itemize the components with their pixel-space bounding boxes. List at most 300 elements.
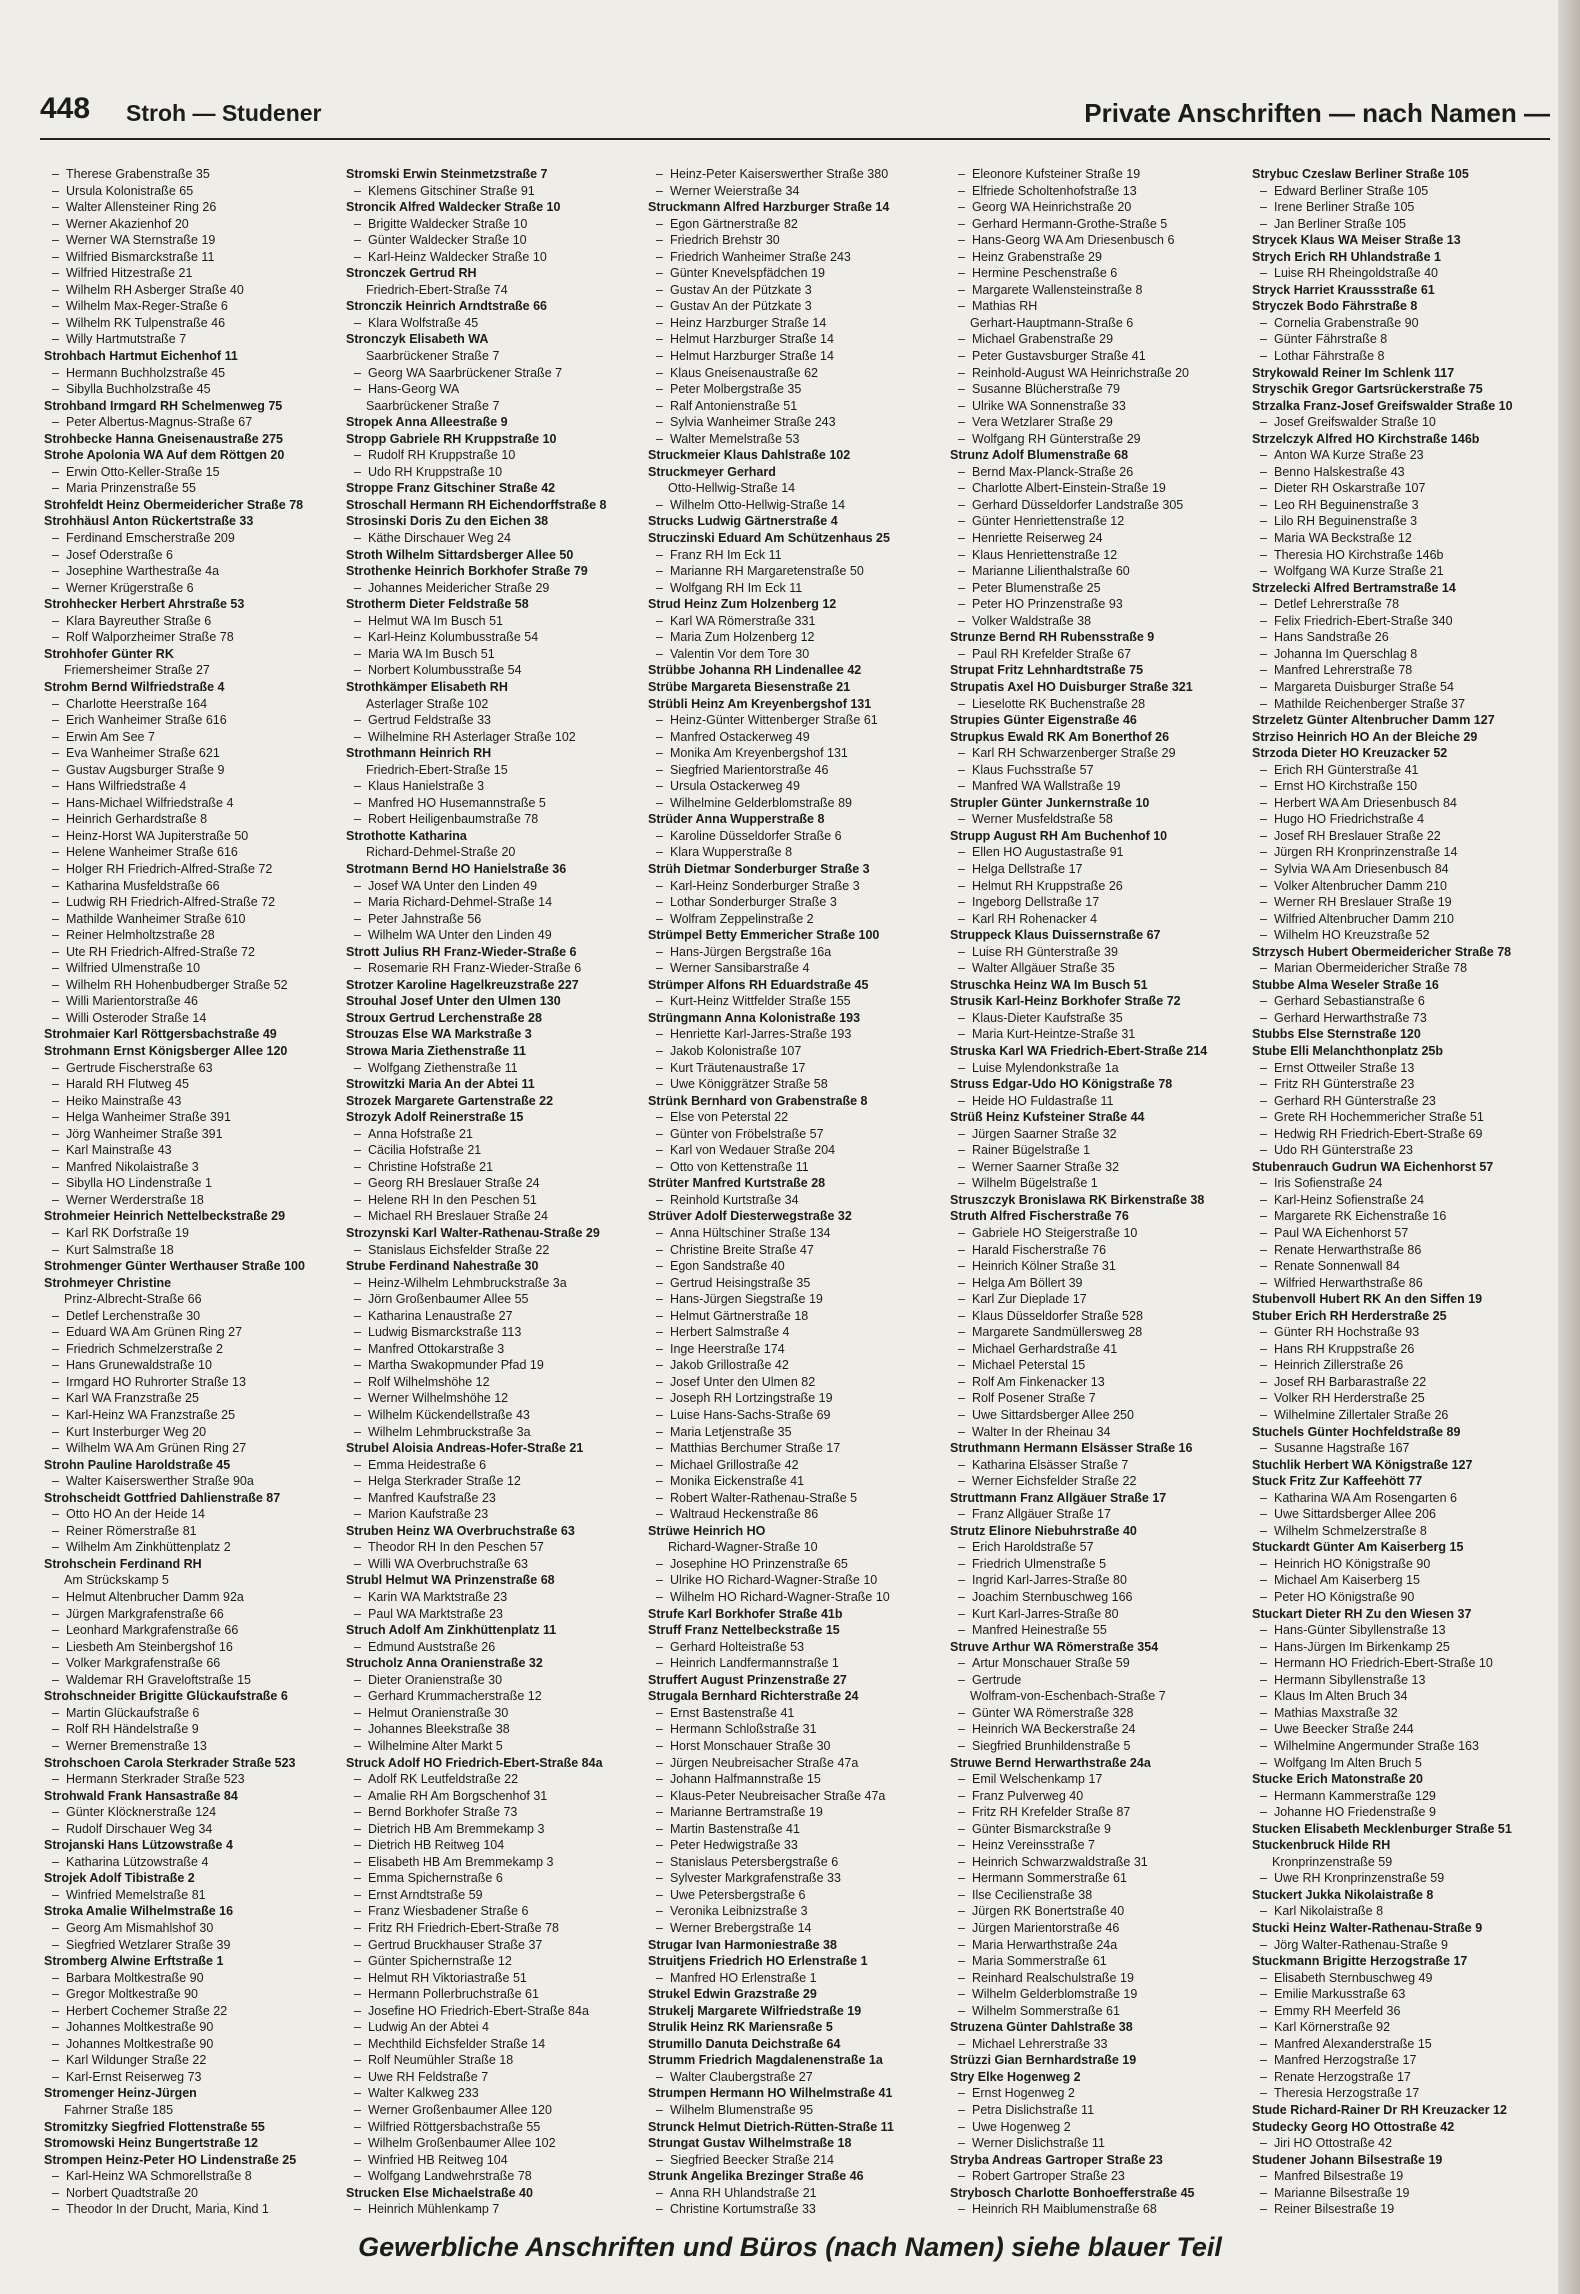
- surname: Strubl: [346, 1573, 383, 1588]
- dash-marker: –: [1260, 1275, 1267, 1290]
- dash-marker: –: [1260, 646, 1267, 661]
- listing-entry: – Günter Waldecker Straße 10: [354, 233, 527, 248]
- dash-marker: –: [354, 1176, 361, 1191]
- listing-entry: – Karl-Heinz Waldecker Straße 10: [354, 249, 547, 264]
- surname: Stucki: [1252, 1920, 1290, 1935]
- surname-entry: Strübbe Johanna RH Lindenallee 42: [648, 663, 862, 678]
- dash-marker: –: [958, 1590, 965, 1605]
- listing-entry: – Erwin Otto-Keller-Straße 15: [52, 464, 220, 479]
- surname-entry: Strube Ferdinand Nahestraße 30: [346, 1259, 539, 1274]
- dash-marker: –: [354, 1954, 361, 1969]
- listing-entry: – Dietrich HB Reitweg 104: [354, 1838, 505, 1853]
- dash-marker: –: [958, 1341, 965, 1356]
- surname-entry: Stromitzky Siegfried Flottenstraße 55: [44, 2119, 265, 2134]
- dash-marker: –: [1260, 2169, 1267, 2184]
- listing-entry: – Norbert Kolumbusstraße 54: [354, 663, 522, 678]
- listing-entry: – Wilhelmine Angermunder Straße 163: [1260, 1738, 1479, 1753]
- dash-marker: –: [1260, 1358, 1267, 1373]
- dash-marker: –: [1260, 779, 1267, 794]
- surname: Strykowald: [1252, 365, 1319, 380]
- dash-marker: –: [958, 1656, 965, 1671]
- surname-entry: Strucks Ludwig Gärtnerstraße 4: [648, 514, 838, 529]
- surname-entry: Strubel Aloisia Andreas-Hofer-Straße 21: [346, 1441, 584, 1456]
- listing-entry: – Wilfried Herwarthstraße 86: [1260, 1275, 1423, 1290]
- surname-entry: Stryba Andreas Gartroper Straße 23: [950, 2152, 1163, 2167]
- dash-marker: –: [52, 961, 59, 976]
- listing-entry: – Ingeborg Dellstraße 17: [958, 895, 1100, 910]
- surname: Strugar: [648, 1937, 693, 1952]
- listing-entry: – Manfred Bilsestraße 19: [1260, 2169, 1404, 2184]
- listing-entry: – Friedrich Brehstr 30: [656, 233, 780, 248]
- surname-entry: Struschka Heinz WA Im Busch 51: [950, 977, 1148, 992]
- surname: Strzysch: [1252, 944, 1305, 959]
- dash-marker: –: [52, 2020, 59, 2035]
- dash-marker: –: [656, 1838, 663, 1853]
- surname-entry: Strych Erich RH Uhlandstraße 1: [1252, 249, 1441, 264]
- dash-marker: –: [958, 1424, 965, 1439]
- listing-entry: – Hermann Pollerbruchstraße 61: [354, 1987, 539, 2002]
- surname-entry: Strompen Heinz-Peter HO Lindenstraße 25: [44, 2152, 297, 2167]
- dash-marker: –: [958, 895, 965, 910]
- dash-marker: –: [656, 1738, 663, 1753]
- surname-entry: Strohschein Ferdinand RH: [44, 1556, 202, 1571]
- surname: Strüver: [648, 1209, 692, 1224]
- listing-entry: – Willi Osteroder Straße 14: [52, 1010, 207, 1025]
- dash-marker: –: [1260, 1871, 1267, 1886]
- surname: Struska: [950, 1043, 996, 1058]
- surname-entry: Strohbach Hartmut Eichenhof 11: [44, 349, 238, 364]
- listing-entry: – Lilo RH Beguinenstraße 3: [1260, 514, 1418, 529]
- surname: Studener: [1252, 2152, 1307, 2167]
- surname: Studecky: [1252, 2119, 1308, 2134]
- listing-entry: – Johannes Meidericher Straße 29: [354, 580, 550, 595]
- dash-marker: –: [958, 1060, 965, 1075]
- listing-entry: – Hermann Sterkrader Straße 523: [52, 1772, 245, 1787]
- surname: Strohschein: [44, 1556, 117, 1571]
- surname-entry: Stroncik Alfred Waldecker Straße 10: [346, 200, 561, 215]
- dash-marker: –: [958, 1970, 965, 1985]
- surname-entry: Struch Adolf Am Zinkhüttenplatz 11: [346, 1623, 557, 1638]
- listing-entry: – Karl-Heinz Sofienstraße 24: [1260, 1192, 1425, 1207]
- listing-entry: – Heinrich Kölner Straße 31: [958, 1259, 1116, 1274]
- listing-entry: – Udo RH Günterstraße 23: [1260, 1143, 1413, 1158]
- address-continuation: Fahrner Straße 185: [64, 2102, 174, 2117]
- surname: Stube: [1252, 1043, 1287, 1058]
- listing-entry: – Holger RH Friedrich-Alfred-Straße 72: [52, 861, 273, 876]
- dash-marker: –: [656, 332, 663, 347]
- surname: Struzena: [950, 2020, 1003, 2035]
- listing-entry: – Reinhard Realschulstraße 19: [958, 1970, 1134, 1985]
- dash-marker: –: [958, 1854, 965, 1869]
- surname-entry: Strohmeyer Christine: [44, 1275, 172, 1290]
- dash-marker: –: [354, 531, 361, 546]
- surname-entry: Stronczyk Elisabeth WA: [346, 332, 489, 347]
- dash-marker: –: [656, 1077, 663, 1092]
- dash-marker: –: [958, 1325, 965, 1340]
- address-continuation: Otto-Hellwig-Straße 14: [668, 481, 796, 496]
- listing-entry: – Maria Sommerstraße 61: [958, 1954, 1107, 1969]
- listing-entry: – Michael Peterstal 15: [958, 1358, 1086, 1373]
- surname-entry: Strotmann Bernd HO Hanielstraße 36: [346, 861, 567, 876]
- listing-entry: – Maria Zum Holzenberg 12: [656, 630, 815, 645]
- listing-entry: – Sibylla Buchholzstraße 45: [52, 382, 211, 397]
- dash-marker: –: [1260, 183, 1267, 198]
- listing-entry: – Margarete Wallensteinstraße 8: [958, 282, 1143, 297]
- address-continuation: Saarbrückener Straße 7: [366, 349, 500, 364]
- listing-entry: – Klaus-Peter Neubreisacher Straße 47a: [656, 1788, 886, 1803]
- surname-entry: Strupler Günter Junkernstraße 10: [950, 795, 1150, 810]
- surname-entry: Studener Johann Bilsestraße 19: [1252, 2152, 1443, 2167]
- dash-marker: –: [52, 928, 59, 943]
- dash-marker: –: [656, 431, 663, 446]
- listing-entry: – Josef Oderstraße 6: [52, 547, 173, 562]
- surname: Strunz: [950, 448, 989, 463]
- surname: Struve: [950, 1639, 989, 1654]
- surname: Strowitzki: [346, 1077, 406, 1092]
- listing-entry: – Michael Grabenstraße 29: [958, 332, 1114, 347]
- listing-entry: – Inge Heerstraße 174: [656, 1341, 785, 1356]
- surname-entry: Strohfeldt Heinz Obermeidericher Straße 78: [44, 497, 304, 512]
- listing-entry: – Walter Memelstraße 53: [656, 431, 800, 446]
- surname: Strosinski: [346, 514, 407, 529]
- dash-marker: –: [52, 1722, 59, 1737]
- surname-entry: Stromski Erwin Steinmetzstraße 7: [346, 167, 548, 181]
- surname-entry: Struttmann Franz Allgäuer Straße 17: [950, 1490, 1167, 1505]
- surname: Struczinski: [648, 531, 715, 546]
- dash-marker: –: [52, 845, 59, 860]
- listing-entry: – Manfred Ottokarstraße 3: [354, 1341, 505, 1356]
- dash-marker: –: [958, 597, 965, 612]
- dash-marker: –: [354, 315, 361, 330]
- listing-entry: – Heinrich Mühlenkamp 7: [354, 2202, 500, 2217]
- dash-marker: –: [52, 2185, 59, 2200]
- surname: Struss: [950, 1077, 989, 1092]
- listing-entry: – Rolf Am Finkenacker 13: [958, 1374, 1105, 1389]
- surname-entry: Stubenrauch Gudrun WA Eichenhorst 57: [1252, 1159, 1494, 1174]
- listing-entry: – Katharina Lenaustraße 27: [354, 1308, 513, 1323]
- dash-marker: –: [958, 1954, 965, 1969]
- dash-marker: –: [354, 2136, 361, 2151]
- surname: Stroth: [346, 547, 383, 562]
- dash-marker: –: [52, 1474, 59, 1489]
- listing-entry: – Iris Sofienstraße 24: [1260, 1176, 1383, 1191]
- dash-marker: –: [656, 1259, 663, 1274]
- listing-entry: – Barbara Moltkestraße 90: [52, 1970, 204, 1985]
- surname-entry: Strufe Karl Borkhofer Straße 41b: [648, 1606, 843, 1621]
- listing-entry: – Helene Wanheimer Straße 616: [52, 845, 238, 860]
- listing-entry: – Walter Claubergstraße 27: [656, 2069, 813, 2084]
- listing-entry: – Karl Körnerstraße 92: [1260, 2020, 1391, 2035]
- dash-marker: –: [354, 1772, 361, 1787]
- dash-marker: –: [1260, 1325, 1267, 1340]
- dash-marker: –: [354, 2003, 361, 2018]
- dash-marker: –: [1260, 1093, 1267, 1108]
- surname: Strumpen: [648, 2086, 707, 2101]
- listing-entry: – Monika Eickenstraße 41: [656, 1474, 805, 1489]
- listing-entry: – Rudolf Dirschauer Weg 34: [52, 1821, 213, 1836]
- surname: Strohn: [44, 1457, 85, 1472]
- listing-entry: – Jörg Wanheimer Straße 391: [52, 1126, 223, 1141]
- listing-entry: – Waldemar RH Graveloftstraße 15: [52, 1672, 252, 1687]
- page-number: 448: [40, 92, 91, 125]
- surname-entry: Strübe Margareta Biesenstraße 21: [648, 679, 851, 694]
- dash-marker: –: [52, 1507, 59, 1522]
- dash-marker: –: [656, 365, 663, 380]
- listing-entry: – Theresia Herzogstraße 17: [1260, 2086, 1420, 2101]
- dash-marker: –: [958, 2086, 965, 2101]
- surname: Strotherm: [346, 597, 406, 612]
- surname-entry: Strojek Adolf Tibistraße 2: [44, 1871, 195, 1886]
- dash-marker: –: [1260, 828, 1267, 843]
- listing-entry: – Manfred Nikolaistraße 3: [52, 1159, 199, 1174]
- surname-entry: Strugala Bernhard Richterstraße 24: [648, 1689, 859, 1704]
- listing-entry: – Uwe Hogenweg 2: [958, 2119, 1071, 2134]
- dash-marker: –: [656, 1043, 663, 1058]
- surname: Strupler: [950, 795, 998, 810]
- dash-marker: –: [958, 1772, 965, 1787]
- dash-marker: –: [354, 1788, 361, 1803]
- dash-marker: –: [354, 1374, 361, 1389]
- listing-entry: – Karl RH Schwarzenberger Straße 29: [958, 746, 1176, 761]
- dash-marker: –: [656, 1656, 663, 1671]
- listing-entry: – Klaus Gneisenaustraße 62: [656, 365, 819, 380]
- listing-entry: – Fritz RH Günterstraße 23: [1260, 1077, 1415, 1092]
- dash-marker: –: [656, 1126, 663, 1141]
- dash-marker: –: [354, 812, 361, 827]
- listing-entry: – Ulrike WA Sonnenstraße 33: [958, 398, 1126, 413]
- dash-marker: –: [52, 2003, 59, 2018]
- dash-marker: –: [354, 2202, 361, 2217]
- dash-marker: –: [52, 1308, 59, 1323]
- surname-entry: Struska Karl WA Friedrich-Ebert-Straße 214: [950, 1043, 1208, 1058]
- dash-marker: –: [1260, 928, 1267, 943]
- surname: Stuckmann: [1252, 1954, 1320, 1969]
- listing-entry: – Georg WA Saarbrückener Straße 7: [354, 365, 563, 380]
- surname-entry: Strunck Helmut Dietrich-Rütten-Straße 11: [648, 2119, 894, 2134]
- dash-marker: –: [958, 613, 965, 628]
- listing-entry: – Robert Gartroper Straße 23: [958, 2169, 1125, 2184]
- dash-marker: –: [354, 1540, 361, 1555]
- surname-entry: Strüngmann Anna Kolonistraße 193: [648, 1010, 861, 1025]
- listing-entry: – Günter Spichernstraße 12: [354, 1954, 512, 1969]
- listing-entry: – Paul RH Krefelder Straße 67: [958, 646, 1132, 661]
- dash-marker: –: [656, 1821, 663, 1836]
- listing-entry: – Jörg Walter-Rathenau-Straße 9: [1260, 1937, 1448, 1952]
- dash-marker: –: [656, 1871, 663, 1886]
- dash-marker: –: [656, 497, 663, 512]
- listing-entry: – Ferdinand Emscherstraße 209: [52, 531, 235, 546]
- surname: Strüzzi: [950, 2053, 991, 2068]
- dash-marker: –: [1260, 1077, 1267, 1092]
- listing-entry: – Edmund Auststraße 26: [354, 1639, 496, 1654]
- surname-entry: Strümper Alfons RH Eduardstraße 45: [648, 977, 869, 992]
- listing-entry: – Josef RH Breslauer Straße 22: [1260, 828, 1441, 843]
- listing-entry: – Marianne Bertramstraße 19: [656, 1805, 823, 1820]
- surname: Strupat: [950, 663, 994, 678]
- surname-entry: Strzelczyk Alfred HO Kirchstraße 146b: [1252, 431, 1480, 446]
- dash-marker: –: [656, 415, 663, 430]
- surname: Strutz: [950, 1523, 986, 1538]
- listing-entry: – Vera Wetzlarer Straße 29: [958, 415, 1113, 430]
- listing-entry: – Gerhard Hermann-Grothe-Straße 5: [958, 216, 1168, 231]
- surname-entry: Strzysch Hubert Obermeidericher Straße 78: [1252, 944, 1512, 959]
- listing-entry: – Wolfgang RH Günterstraße 29: [958, 431, 1141, 446]
- listing-entry: – Hans-Jürgen Bergstraße 16a: [656, 944, 832, 959]
- dash-marker: –: [1260, 1110, 1267, 1125]
- listing-entry: – Grete RH Hochemmericher Straße 51: [1260, 1110, 1484, 1125]
- surname: Strümper: [648, 977, 704, 992]
- dash-marker: –: [354, 365, 361, 380]
- listing-entry: – Gertrud Heisingstraße 35: [656, 1275, 811, 1290]
- surname: Strotzer: [346, 977, 394, 992]
- listing-entry: – Uwe Sittardsberger Allee 250: [958, 1408, 1134, 1423]
- listing-entry: – Helga Am Böllert 39: [958, 1275, 1083, 1290]
- surname: Strüwe: [648, 1523, 690, 1538]
- surname-entry: Stromowski Heinz Bungertstraße 12: [44, 2136, 258, 2151]
- surname-entry: Strohhofer Günter RK: [44, 646, 174, 661]
- dash-marker: –: [1260, 1722, 1267, 1737]
- surname: Strzelczyk: [1252, 431, 1314, 446]
- surname: Struschka: [950, 977, 1011, 992]
- dash-marker: –: [354, 1871, 361, 1886]
- listing-entry: – Lieselotte RK Buchenstraße 28: [958, 696, 1146, 711]
- address-continuation: Richard-Dehmel-Straße 20: [366, 845, 516, 860]
- surname: Stubbs: [1252, 1027, 1295, 1042]
- dash-marker: –: [958, 398, 965, 413]
- dash-marker: –: [354, 1292, 361, 1307]
- listing-entry: – Hugo HO Friedrichstraße 4: [1260, 812, 1425, 827]
- listing-entry: – Karl-Ernst Reiserweg 73: [52, 2069, 202, 2084]
- listing-entry: – Uwe Königgrätzer Straße 58: [656, 1077, 828, 1092]
- dash-marker: –: [656, 630, 663, 645]
- dash-marker: –: [52, 249, 59, 264]
- dash-marker: –: [1260, 1738, 1267, 1753]
- listing-entry: – Ludwig RH Friedrich-Alfred-Straße 72: [52, 895, 276, 910]
- dash-marker: –: [656, 1788, 663, 1803]
- dash-marker: –: [958, 1010, 965, 1025]
- surname-entry: Strumillo Danuta Deichstraße 64: [648, 2036, 841, 2051]
- surname: Struppeck: [950, 928, 1012, 943]
- dash-marker: –: [656, 1159, 663, 1174]
- listing-entry: – Egon Gärtnerstraße 82: [656, 216, 798, 231]
- listing-entry: – Helmut Gärtnerstraße 18: [656, 1308, 809, 1323]
- surname-entry: Strouhal Josef Unter den Ulmen 130: [346, 994, 561, 1009]
- dash-marker: –: [52, 2169, 59, 2184]
- surname: Strohhäusl: [44, 514, 110, 529]
- dash-marker: –: [52, 713, 59, 728]
- surname-entry: Strohwald Frank Hansastraße 84: [44, 1788, 238, 1803]
- surname: Stucke: [1252, 1772, 1293, 1787]
- dash-marker: –: [1260, 1209, 1267, 1224]
- dash-marker: –: [656, 1308, 663, 1323]
- dash-marker: –: [656, 1242, 663, 1257]
- listing-entry: – Katharina Musfeldstraße 66: [52, 878, 220, 893]
- listing-entry: – Wilhelm HO Richard-Wagner-Straße 10: [656, 1590, 890, 1605]
- address-continuation: Friedrich-Ebert-Straße 15: [366, 762, 508, 777]
- dash-marker: –: [656, 266, 663, 281]
- dash-marker: –: [52, 861, 59, 876]
- listing-entry: – Dietrich HB Am Bremmekamp 3: [354, 1821, 545, 1836]
- dash-marker: –: [656, 1639, 663, 1654]
- listing-entry: – Wolfgang Landwehrstraße 78: [354, 2169, 532, 2184]
- dash-marker: –: [354, 464, 361, 479]
- column-3: [648, 166, 950, 2217]
- listing-entry: – Ernst Arndtstraße 59: [354, 1887, 483, 1902]
- dash-marker: –: [354, 1904, 361, 1919]
- address-continuation: Am Strückskamp 5: [64, 1573, 169, 1588]
- listing-entry: – Ute RH Friedrich-Alfred-Straße 72: [52, 944, 255, 959]
- listing-entry: – Ursula Ostackerweg 49: [656, 779, 800, 794]
- dash-marker: –: [354, 646, 361, 661]
- surname-entry: Strohn Pauline Haroldstraße 45: [44, 1457, 231, 1472]
- listing-entry: – Maria Richard-Dehmel-Straße 14: [354, 895, 553, 910]
- surname: Strugala: [648, 1689, 699, 1704]
- listing-entry: – Martin Glückaufstraße 6: [52, 1705, 200, 1720]
- listing-entry: – Margarete RK Eichenstraße 16: [1260, 1209, 1447, 1224]
- listing-entry: – Helga Sterkrader Straße 12: [354, 1474, 521, 1489]
- listing-entry: – Uwe RH Kronprinzenstraße 59: [1260, 1871, 1445, 1886]
- surname-entry: Stronczik Heinrich Arndtstraße 66: [346, 299, 547, 314]
- listing-entry: – Karl WA Franzstraße 25: [52, 1391, 199, 1406]
- dash-marker: –: [656, 961, 663, 976]
- listing-entry: – Werner WA Sternstraße 19: [52, 233, 216, 248]
- dash-marker: –: [958, 2136, 965, 2151]
- dash-marker: –: [354, 1838, 361, 1853]
- address-continuation: Saarbrückener Straße 7: [366, 398, 500, 413]
- dash-marker: –: [354, 1490, 361, 1505]
- listing-entry: – Artur Monschauer Straße 59: [958, 1656, 1130, 1671]
- surname: Stubenrauch: [1252, 1159, 1329, 1174]
- dash-marker: –: [354, 2152, 361, 2167]
- listing-entry: – Käthe Dirschauer Weg 24: [354, 531, 511, 546]
- dash-marker: –: [958, 1623, 965, 1638]
- dash-marker: –: [52, 547, 59, 562]
- listing-entry: – Erich RH Günterstraße 41: [1260, 762, 1419, 777]
- dash-marker: –: [1260, 1705, 1267, 1720]
- listing-entry: – Joseph RH Lortzingstraße 19: [656, 1391, 833, 1406]
- address-continuation: Friemersheimer Straße 27: [64, 663, 210, 678]
- listing-entry: – Gerhard Düsseldorfer Landstraße 305: [958, 497, 1184, 512]
- surname-entry: Strozyk Adolf Reinerstraße 15: [346, 1110, 524, 1125]
- surname: Stronczik: [346, 299, 403, 314]
- dash-marker: –: [1260, 497, 1267, 512]
- listing-entry: – Jürgen Neubreisacher Straße 47a: [656, 1755, 859, 1770]
- dash-marker: –: [656, 1805, 663, 1820]
- dash-marker: –: [958, 1705, 965, 1720]
- surname-entry: Struffert August Prinzenstraße 27: [648, 1672, 847, 1687]
- section-title: Private Anschriften — nach Namen —: [1084, 98, 1550, 128]
- surname: Stude: [1252, 2102, 1287, 2117]
- surname: Strott: [346, 944, 380, 959]
- surname-entry: Strucken Else Michaelstraße 40: [346, 2185, 533, 2200]
- listing-entry: – Erich Wanheimer Straße 616: [52, 713, 227, 728]
- dash-marker: –: [1260, 1987, 1267, 2002]
- dash-marker: –: [354, 1689, 361, 1704]
- surname: Strübli: [648, 696, 688, 711]
- listing-entry: – Winfried Memelstraße 81: [52, 1887, 206, 1902]
- dash-marker: –: [958, 167, 965, 181]
- listing-entry: – Klara Wupperstraße 8: [656, 845, 793, 860]
- surname-entry: Strohmaier Karl Röttgersbachstraße 49: [44, 1027, 277, 1042]
- listing-entry: – Johanne HO Friedenstraße 9: [1260, 1805, 1436, 1820]
- surname-entry: Strohbecke Hanna Gneisenaustraße 275: [44, 431, 283, 446]
- surname-entry: Stuck Fritz Zur Kaffeehött 77: [1252, 1474, 1423, 1489]
- dash-marker: –: [354, 1341, 361, 1356]
- address-continuation: Richard-Wagner-Straße 10: [668, 1540, 818, 1555]
- dash-marker: –: [52, 1408, 59, 1423]
- surname: Strziso: [1252, 729, 1294, 744]
- surname-entry: Strothotte Katharina: [346, 828, 467, 843]
